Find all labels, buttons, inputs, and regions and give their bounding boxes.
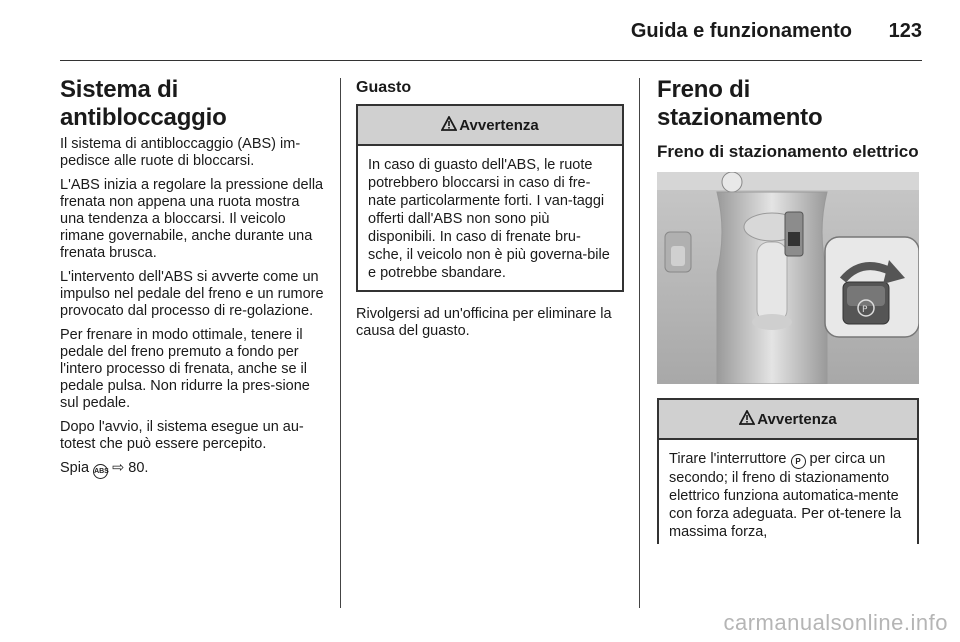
warning-header bbox=[659, 400, 917, 440]
column-divider-2 bbox=[639, 78, 640, 608]
warning-body bbox=[659, 440, 917, 544]
header-rule bbox=[60, 60, 922, 61]
paragraph: Per frenare in modo ottimale, tenere il pedale del freno premuto a fondo per l'intero processo di frenata, anche se il pedale pulsa. Non ridurre la pres-sione sul pedale. bbox=[60, 327, 310, 411]
abs-warning-icon: ABS bbox=[93, 464, 108, 479]
spia-label: Spia bbox=[60, 460, 90, 476]
section-heading-parking-brake: Freno di stazionamento bbox=[657, 76, 823, 131]
column-divider-1 bbox=[340, 78, 341, 608]
column-abs bbox=[60, 68, 326, 486]
warning-triangle-icon bbox=[739, 410, 755, 429]
spia-line bbox=[60, 460, 326, 479]
parking-brake-icon: P bbox=[791, 454, 806, 469]
warning-box bbox=[356, 104, 624, 292]
spia-page-ref[interactable]: 80. bbox=[128, 460, 149, 476]
paragraph: L'ABS inizia a regolare la pressione della frenata non appena una ruota mostra una tendenza a bloccarsi. Il veicolo rimane governabile, anche durante una frenata brusca. bbox=[60, 177, 324, 261]
subheading-electric-brake: Freno di stazionamento elettrico bbox=[657, 142, 919, 161]
paragraph: L'intervento dell'ABS si avverte come un impulso nel pedale del freno e un rumore provocato dal processo di re-golazione. bbox=[60, 269, 324, 319]
warning-title: Avvertenza bbox=[459, 116, 539, 134]
warning-text: In caso di guasto dell'ABS, le ruote potrebbero bloccarsi in caso di fre-nate particolarmente forti. I van-taggi offerti dall'ABS non sono più disponibili. In caso di frenate bru-sche, il veicolo non è più governa-bile e potrebbe sbandare. bbox=[368, 157, 610, 281]
paragraph: Il sistema di antibloccaggio (ABS) im-pedisce alle ruote di bloccarsi. bbox=[60, 136, 301, 169]
page-header bbox=[60, 14, 922, 50]
section-heading-guasto: Guasto bbox=[356, 79, 412, 96]
parking-brake-illustration bbox=[657, 172, 919, 384]
warning-text: Tirare l'interruttore P per circa un secondo; il freno di stazionamento elettrico funziona automatica-mente con forza adeguata. Per ot-tenere la massima forza, bbox=[669, 451, 902, 540]
column-parking-brake bbox=[657, 68, 919, 544]
warning-box bbox=[657, 398, 919, 544]
warning-body bbox=[358, 146, 622, 290]
reference-arrow-icon: ⇨ bbox=[112, 460, 125, 476]
warning-header bbox=[358, 106, 622, 146]
svg-text:P: P bbox=[862, 305, 868, 315]
header-title: Guida e funzionamento bbox=[630, 20, 852, 42]
warning-triangle-icon bbox=[441, 116, 457, 135]
warning-title: Avvertenza bbox=[757, 410, 837, 428]
column-guasto bbox=[356, 68, 624, 347]
paragraph: Rivolgersi ad un'officina per eliminare la causa del guasto. bbox=[356, 306, 612, 339]
section-heading-abs: Sistema di antibloccaggio bbox=[60, 76, 227, 131]
paragraph: Dopo l'avvio, il sistema esegue un au-totest che può essere percepito. bbox=[60, 419, 304, 452]
watermark: carmanualsonline.info bbox=[723, 610, 948, 635]
page-number: 123 bbox=[888, 20, 922, 42]
